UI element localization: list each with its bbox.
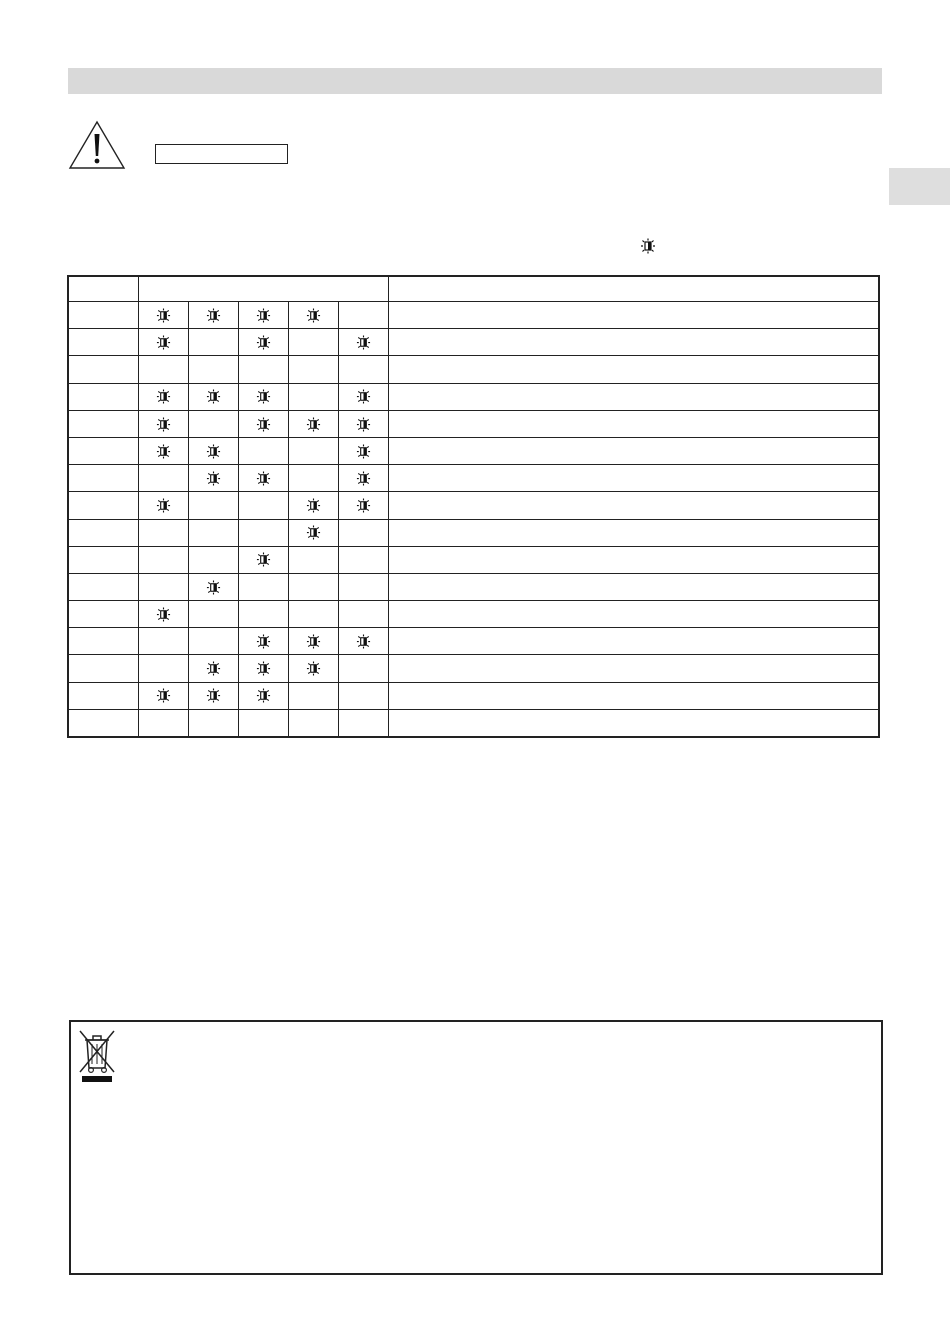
- description-cell: [388, 546, 879, 573]
- lamp-blink-icon: [206, 688, 221, 703]
- lamp-blink-icon: [206, 580, 221, 595]
- error-code-cell: [68, 682, 138, 709]
- table-row: [68, 655, 879, 682]
- led-cell: [138, 573, 188, 600]
- led-cell: [238, 356, 288, 383]
- led-cell: [188, 437, 238, 464]
- description-cell: [388, 655, 879, 682]
- led-cell: [188, 709, 238, 737]
- led-cell: [338, 546, 388, 573]
- led-cell: [338, 437, 388, 464]
- table-row: [68, 356, 879, 383]
- led-cell: [138, 709, 188, 737]
- led-cell: [138, 601, 188, 628]
- description-cell: [388, 302, 879, 329]
- table-row: [68, 709, 879, 737]
- table-row: [68, 573, 879, 600]
- led-cell: [188, 492, 238, 519]
- description-cell: [388, 383, 879, 410]
- led-cell: [188, 573, 238, 600]
- table-row: [68, 465, 879, 492]
- lamp-blink-icon: [256, 335, 271, 350]
- led-cell: [338, 709, 388, 737]
- lamp-blink-icon: [356, 471, 371, 486]
- led-cell: [288, 356, 338, 383]
- led-cell: [138, 628, 188, 655]
- lamp-blink-icon: [256, 552, 271, 567]
- description-cell: [388, 573, 879, 600]
- lamp-blink-icon: [256, 634, 271, 649]
- lamp-blink-icon: [306, 498, 321, 513]
- description-cell: [388, 628, 879, 655]
- error-code-cell: [68, 410, 138, 437]
- led-cell: [338, 465, 388, 492]
- led-cell: [288, 492, 338, 519]
- section-header-bar: [68, 68, 882, 94]
- header-cell-leds: [138, 276, 388, 302]
- error-code-cell: [68, 465, 138, 492]
- led-cell: [188, 682, 238, 709]
- table-row: [68, 682, 879, 709]
- lamp-blink-icon: [356, 335, 371, 350]
- error-code-cell: [68, 709, 138, 737]
- error-code-cell: [68, 628, 138, 655]
- lamp-blink-icon: [206, 308, 221, 323]
- lamp-blink-icon: [206, 444, 221, 459]
- led-cell: [238, 492, 288, 519]
- error-code-table: [67, 275, 880, 738]
- led-cell: [138, 682, 188, 709]
- led-cell: [288, 383, 338, 410]
- error-code-cell: [68, 437, 138, 464]
- led-cell: [188, 302, 238, 329]
- led-cell: [288, 628, 338, 655]
- led-cell: [338, 492, 388, 519]
- lamp-blink-icon: [156, 498, 171, 513]
- lamp-blink-icon: [306, 525, 321, 540]
- error-code-cell: [68, 329, 138, 356]
- error-code-cell: [68, 601, 138, 628]
- error-code-cell: [68, 546, 138, 573]
- lamp-blink-icon: [356, 417, 371, 432]
- table-row: [68, 383, 879, 410]
- error-code-cell: [68, 573, 138, 600]
- led-cell: [288, 519, 338, 546]
- led-cell: [238, 682, 288, 709]
- led-cell: [288, 573, 338, 600]
- error-code-cell: [68, 655, 138, 682]
- led-cell: [288, 329, 338, 356]
- description-cell: [388, 492, 879, 519]
- led-cell: [238, 465, 288, 492]
- led-cell: [338, 329, 388, 356]
- description-cell: [388, 410, 879, 437]
- lamp-blink-icon: [256, 471, 271, 486]
- description-cell: [388, 709, 879, 737]
- led-cell: [188, 601, 238, 628]
- lamp-blink-icon: [306, 634, 321, 649]
- led-cell: [188, 356, 238, 383]
- warning-triangle-icon: [68, 120, 126, 170]
- lamp-blink-icon: [156, 444, 171, 459]
- lamp-blink-icon: [156, 389, 171, 404]
- lamp-blink-icon: [256, 417, 271, 432]
- lamp-blink-icon: [306, 308, 321, 323]
- led-cell: [188, 519, 238, 546]
- led-cell: [138, 655, 188, 682]
- description-cell: [388, 519, 879, 546]
- led-cell: [238, 410, 288, 437]
- error-code-cell: [68, 356, 138, 383]
- table-row: [68, 601, 879, 628]
- led-cell: [238, 709, 288, 737]
- description-cell: [388, 437, 879, 464]
- led-cell: [238, 437, 288, 464]
- lamp-blink-icon: [356, 634, 371, 649]
- led-cell: [138, 437, 188, 464]
- weee-disposal-notice: [69, 1020, 883, 1275]
- led-cell: [138, 465, 188, 492]
- led-cell: [338, 628, 388, 655]
- lamp-blink-icon: [306, 417, 321, 432]
- lamp-blink-icon: [256, 688, 271, 703]
- lamp-blink-icon: [640, 238, 656, 254]
- led-cell: [238, 655, 288, 682]
- led-cell: [338, 519, 388, 546]
- lamp-blink-icon: [206, 661, 221, 676]
- led-cell: [288, 601, 338, 628]
- table-row: [68, 519, 879, 546]
- error-code-cell: [68, 519, 138, 546]
- led-cell: [138, 356, 188, 383]
- lamp-blink-icon: [306, 661, 321, 676]
- led-cell: [188, 655, 238, 682]
- lamp-blink-icon: [256, 389, 271, 404]
- led-cell: [338, 383, 388, 410]
- lamp-blink-icon: [356, 389, 371, 404]
- warning-label-box: [155, 144, 288, 164]
- table-header-row: [68, 276, 879, 302]
- lamp-blink-icon: [206, 389, 221, 404]
- header-cell: [388, 276, 879, 302]
- lamp-blink-icon: [356, 498, 371, 513]
- description-cell: [388, 465, 879, 492]
- error-code-cell: [68, 383, 138, 410]
- table-row: [68, 302, 879, 329]
- table-row: [68, 410, 879, 437]
- led-cell: [338, 410, 388, 437]
- led-cell: [188, 383, 238, 410]
- lamp-blink-icon: [156, 335, 171, 350]
- led-cell: [138, 329, 188, 356]
- led-cell: [238, 329, 288, 356]
- led-cell: [338, 655, 388, 682]
- error-code-cell: [68, 302, 138, 329]
- led-cell: [188, 465, 238, 492]
- lamp-blink-icon: [156, 417, 171, 432]
- led-cell: [138, 383, 188, 410]
- led-cell: [238, 546, 288, 573]
- description-cell: [388, 356, 879, 383]
- lamp-blink-icon: [256, 308, 271, 323]
- table-row: [68, 437, 879, 464]
- led-cell: [288, 682, 338, 709]
- led-cell: [238, 302, 288, 329]
- header-cell: [68, 276, 138, 302]
- lamp-blink-icon: [156, 607, 171, 622]
- led-cell: [338, 302, 388, 329]
- led-cell: [188, 329, 238, 356]
- led-cell: [288, 655, 338, 682]
- lamp-blink-icon: [156, 308, 171, 323]
- led-cell: [138, 519, 188, 546]
- led-cell: [188, 546, 238, 573]
- description-cell: [388, 329, 879, 356]
- lamp-blink-icon: [256, 661, 271, 676]
- led-cell: [288, 437, 338, 464]
- error-code-cell: [68, 492, 138, 519]
- led-cell: [288, 302, 338, 329]
- lamp-blink-icon: [206, 471, 221, 486]
- description-cell: [388, 601, 879, 628]
- led-cell: [238, 519, 288, 546]
- led-cell: [288, 410, 338, 437]
- led-cell: [238, 573, 288, 600]
- led-cell: [338, 601, 388, 628]
- led-cell: [188, 410, 238, 437]
- description-cell: [388, 682, 879, 709]
- led-cell: [338, 573, 388, 600]
- led-cell: [188, 628, 238, 655]
- led-cell: [138, 492, 188, 519]
- table-row: [68, 628, 879, 655]
- lamp-blink-icon: [156, 688, 171, 703]
- crossed-out-bin-icon: [77, 1026, 117, 1084]
- table-row: [68, 492, 879, 519]
- led-cell: [238, 601, 288, 628]
- table-row: [68, 546, 879, 573]
- lamp-blink-icon: [356, 444, 371, 459]
- led-cell: [238, 628, 288, 655]
- led-cell: [338, 682, 388, 709]
- led-cell: [288, 465, 338, 492]
- led-cell: [138, 302, 188, 329]
- led-cell: [338, 356, 388, 383]
- side-tab-marker: [889, 168, 950, 205]
- led-cell: [288, 546, 338, 573]
- led-cell: [138, 546, 188, 573]
- led-cell: [238, 383, 288, 410]
- led-cell: [138, 410, 188, 437]
- led-cell: [288, 709, 338, 737]
- table-row: [68, 329, 879, 356]
